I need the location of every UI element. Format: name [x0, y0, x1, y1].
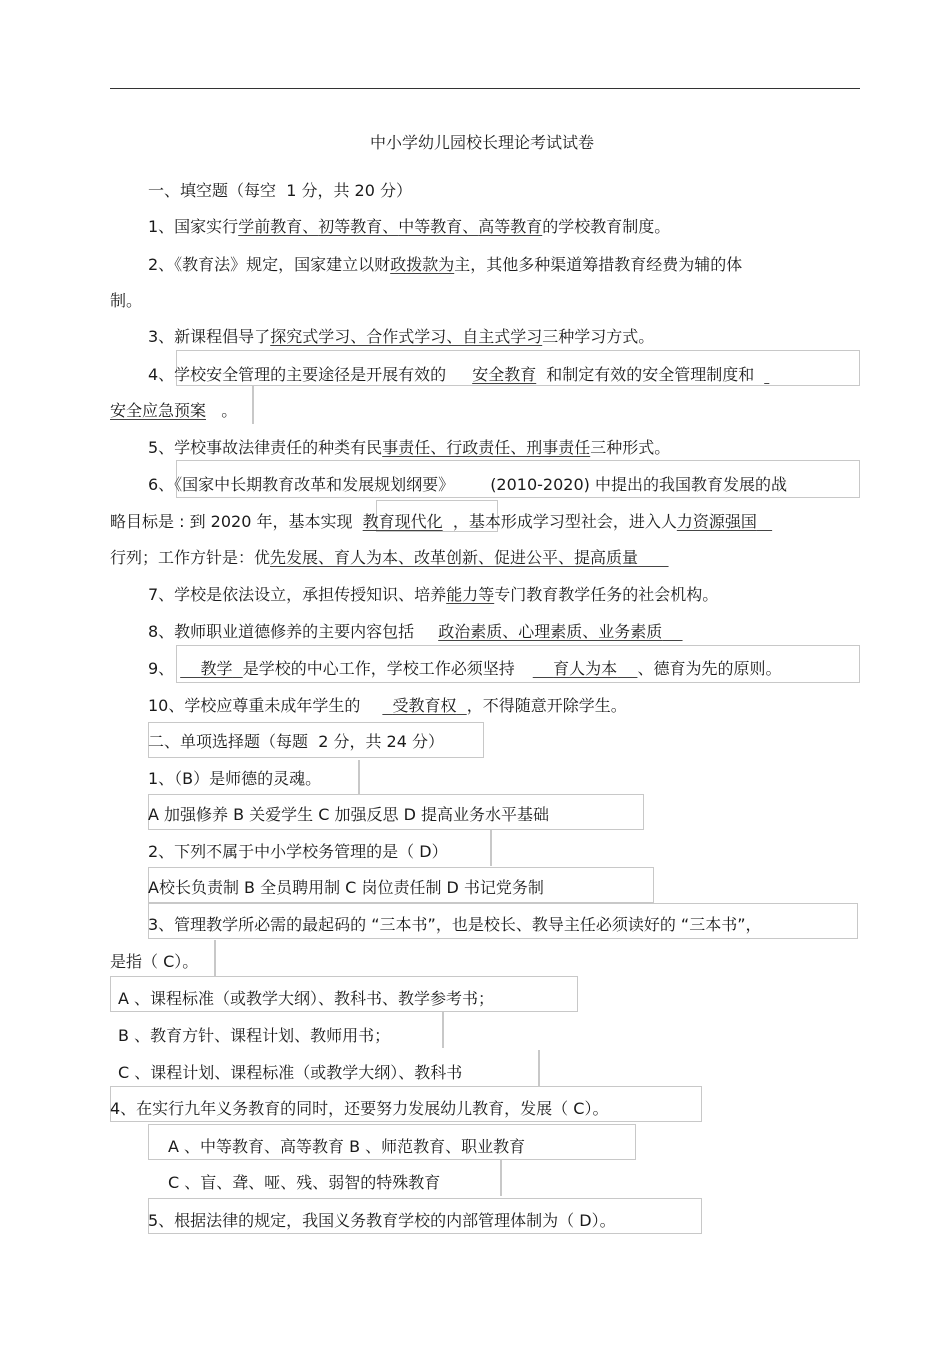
scan-frame-edge [500, 1160, 502, 1196]
choice-1-options: A 加强修养 B 关爱学生 C 加强反思 D 提高业务水平基础 [148, 805, 550, 824]
scan-frame-edge [252, 386, 254, 424]
choice-3-option-c: C 、课程计划、课程标准（或教学大纲）、教科书 [118, 1063, 463, 1082]
question-8: 8、教师职业道德修养的主要内容包括 政治素质、心理素质、业务素质 [148, 622, 663, 641]
section-2-heading: 二、单项选择题（每题 2 分，共 24 分） [148, 732, 444, 751]
header-rule [110, 88, 860, 89]
choice-5-stem: 5、根据法律的规定，我国义务教育学校的内部管理体制为（ D）。 [148, 1211, 616, 1230]
choice-3-option-b: B 、教育方针、课程计划、教师用书； [118, 1026, 391, 1045]
question-6: 6、《国家中长期教育改革和发展规划纲要》 (2010-2020) 中提出的我国教育发展的战 [148, 475, 787, 494]
question-4: 4、学校安全管理的主要途径是开展有效的 安全教育 和制定有效的安全管理制度和 [148, 365, 755, 384]
scan-frame-edge [214, 940, 216, 976]
choice-1-stem: 1、（B）是师德的灵魂。 [148, 769, 322, 788]
question-1: 1、国家实行学前教育、初等教育、中等教育、高等教育的学校教育制度。 [148, 217, 671, 236]
question-2: 2、《教育法》规定，国家建立以财政拨款为主，其他多种渠道筹措教育经费为辅的体 [148, 255, 743, 274]
choice-4-option-c: C 、盲、聋、哑、残、弱智的特殊教育 [168, 1173, 441, 1192]
choice-4-stem: 4、在实行九年义务教育的同时，还要努力发展幼儿教育，发展（ C）。 [110, 1099, 609, 1118]
question-10: 10、学校应尊重未成年学生的 受教育权 ，不得随意开除学生。 [148, 696, 627, 715]
question-4-cont: 安全应急预案 。 [110, 401, 238, 420]
question-6-line-2: 略目标是 : 到 2020 年，基本实现 教育现代化 ，基本形成学习型社会，进入人力资源强国 [110, 512, 757, 531]
choice-3-option-a: A 、课程标准（或教学大纲）、教科书、教学参考书； [118, 989, 495, 1008]
section-1-heading: 一、填空题（每空 1 分，共 20 分） [148, 181, 412, 200]
choice-2-stem: 2、下列不属于中小学校务管理的是（ D） [148, 842, 448, 861]
scan-frame-edge [358, 760, 360, 794]
question-3: 3、新课程倡导了探究式学习、合作式学习、自主式学习三种学习方式。 [148, 327, 655, 346]
question-7: 7、学校是依法设立，承担传授知识、培养能力等专门教育教学任务的社会机构。 [148, 585, 719, 604]
question-9: 9、 教学 是学校的中心工作，学校工作必须坚持 育人为本 、德育为先的原则。 [148, 659, 782, 678]
question-6-line-3: 行列；工作方针是：优先发展、育人为本、改革创新、促进公平、提高质量 [110, 548, 639, 567]
question-2-cont: 制。 [110, 291, 143, 310]
choice-3-stem-cont: 是指（ C）。 [110, 952, 199, 971]
scan-frame-edge [442, 1012, 444, 1048]
scan-frame-edge [490, 830, 492, 866]
choice-3-stem: 3、管理教学所必需的最起码的 “三本书”，也是校长、教导主任必须读好的 “三本书”， [148, 915, 762, 934]
document-title: 中小学幼儿园校长理论考试试卷 [370, 133, 595, 152]
choice-2-options: A校长负责制 B 全员聘用制 C 岗位责任制 D 书记党务制 [148, 878, 544, 897]
choice-4-options-ab: A 、中等教育、高等教育 B 、师范教育、职业教育 [168, 1137, 526, 1156]
scan-frame-edge [538, 1050, 540, 1086]
question-5: 5、学校事故法律责任的种类有民事责任、行政责任、刑事责任三种形式。 [148, 438, 671, 457]
